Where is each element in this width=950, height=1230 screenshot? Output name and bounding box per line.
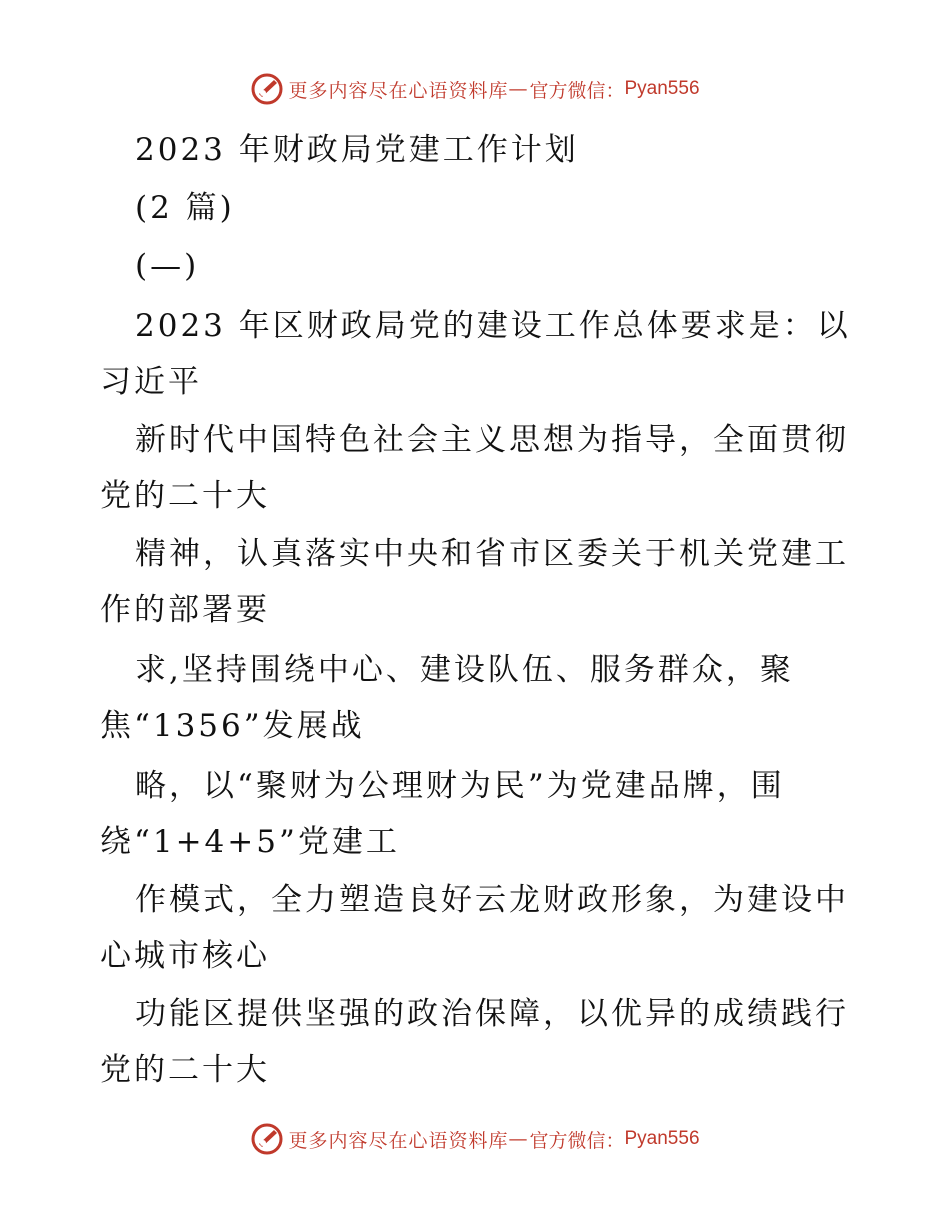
paragraph-line: 新时代中国特色社会主义思想为指导，全面贯彻 bbox=[135, 422, 849, 458]
footer-site-text: 更多内容尽在心语资料库 bbox=[288, 1129, 509, 1152]
paragraph-line: 作模式，全力塑造良好云龙财政形象，为建设中 bbox=[135, 882, 849, 918]
document-title: 2023 年财政局党建工作计划 bbox=[135, 132, 579, 168]
paragraph-line: 焦“1356”发展战 bbox=[100, 708, 365, 744]
paragraph-line: 党的二十大 bbox=[100, 478, 270, 514]
paragraph-line: 绕“1+4+5”党建工 bbox=[100, 824, 400, 860]
paragraph-line: 党的二十大 bbox=[100, 1052, 270, 1088]
logo-icon bbox=[250, 72, 284, 106]
paragraph-line: 心城市核心 bbox=[100, 938, 270, 974]
footer-banner bbox=[0, 1122, 950, 1156]
header-wechat-id: Pyan556 bbox=[624, 78, 700, 99]
paragraph-line: 求,坚持围绕中心、建设队伍、服务群众，聚 bbox=[135, 652, 794, 688]
section-mark: (—) bbox=[135, 248, 200, 284]
paragraph-line: 作的部署要 bbox=[100, 592, 270, 628]
paragraph-line: 精神，认真落实中央和省市区委关于机关党建工 bbox=[135, 536, 849, 572]
paragraph-line: 略，以“聚财为公理财为民”为党建品牌，围 bbox=[135, 768, 785, 804]
footer-wechat-id: Pyan556 bbox=[624, 1128, 700, 1149]
paragraph-line: 功能区提供坚强的政治保障，以优异的成绩践行 bbox=[135, 996, 849, 1032]
header-separator: — bbox=[508, 78, 528, 100]
footer-wechat-label: 官方微信： bbox=[529, 1129, 625, 1152]
paragraph-line: 2023 年区财政局党的建设工作总体要求是：以 bbox=[135, 308, 851, 344]
paragraph-line: 习近平 bbox=[100, 364, 202, 400]
footer-separator: — bbox=[508, 1128, 528, 1150]
header-site-text: 更多内容尽在心语资料库 bbox=[288, 79, 509, 102]
header-banner bbox=[0, 72, 950, 106]
header-wechat-label: 官方微信： bbox=[529, 79, 625, 102]
logo-icon bbox=[250, 1122, 284, 1156]
document-subtitle: (2 篇) bbox=[135, 190, 235, 226]
